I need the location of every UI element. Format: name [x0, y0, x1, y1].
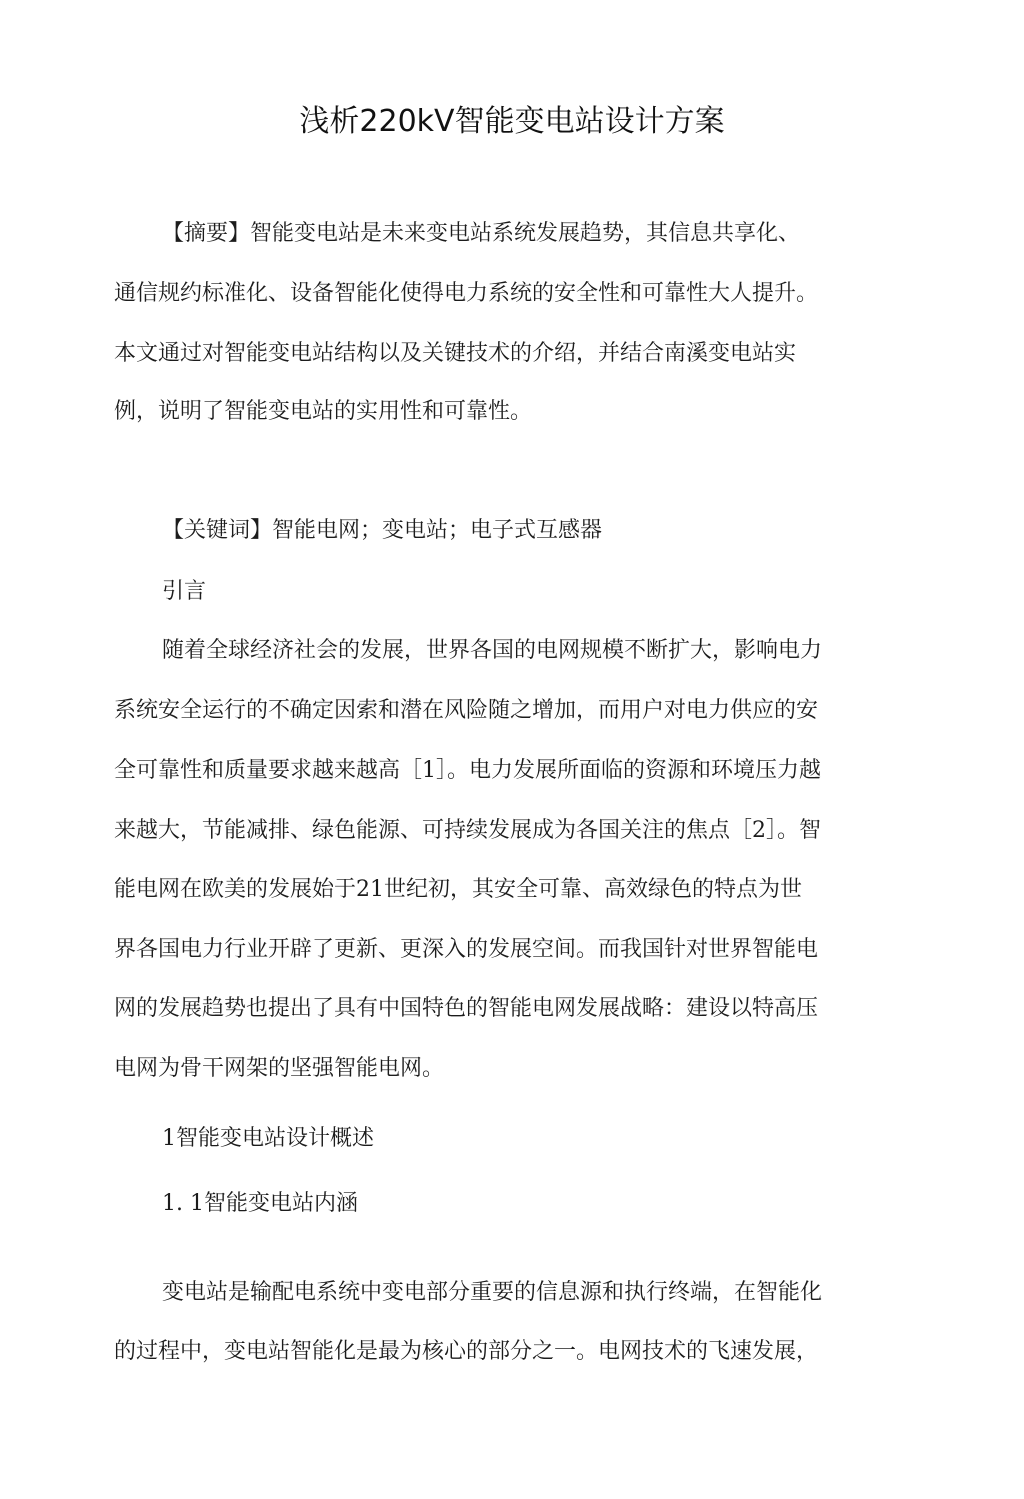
intro-line: 电网为骨干网架的坚强智能电网。 [114, 1056, 445, 1081]
subsection-heading: 1. 1智能变电站内涵 [162, 1191, 358, 1216]
intro-line: 能电网在欧美的发展始于21世纪初，其安全可靠、高效绿色的特点为世 [114, 877, 802, 902]
keywords-line: 【关键词】智能电网；变电站；电子式互感器 [162, 518, 603, 543]
section-heading: 1智能变电站设计概述 [162, 1126, 374, 1151]
intro-line: 随着全球经济社会的发展，世界各国的电网规模不断扩大，影响电力 [162, 638, 823, 663]
intro-heading: 引言 [162, 579, 207, 604]
abstract-line: 例，说明了智能变电站的实用性和可靠性。 [114, 399, 533, 424]
intro-line: 来越大，节能减排、绿色能源、可持续发展成为各国关注的焦点［2］。智 [114, 818, 821, 843]
intro-line: 系统安全运行的不确定因索和潜在风险随之增加，而用户对电力供应的安 [114, 698, 819, 723]
intro-line: 全可靠性和质量要求越来越高［1］。电力发展所面临的资源和环境压力越 [114, 758, 821, 783]
document-title: 浅析220kV智能变电站设计方案 [299, 104, 725, 139]
abstract-line: 通信规约标准化、设备智能化使得电力系统的安全性和可靠性大人提升。 [114, 281, 819, 306]
body-line: 的过程中，变电站智能化是最为核心的部分之一。电网技术的飞速发展， [114, 1339, 819, 1364]
abstract-line: 【摘要】智能变电站是未来变电站系统发展趋势，其信息共享化、 [162, 221, 801, 246]
body-line: 变电站是输配电系统中变电部分重要的信息源和执行终端，在智能化 [162, 1280, 823, 1305]
intro-line: 网的发展趋势也提出了具有中国特色的智能电网发展战略：建设以特高压 [114, 996, 819, 1021]
intro-line: 界各国电力行业开辟了更新、更深入的发展空间。而我国针对世界智能电 [114, 937, 819, 962]
abstract-line: 本文通过对智能变电站结构以及关键技术的介绍，并结合南溪变电站实 [114, 341, 797, 366]
